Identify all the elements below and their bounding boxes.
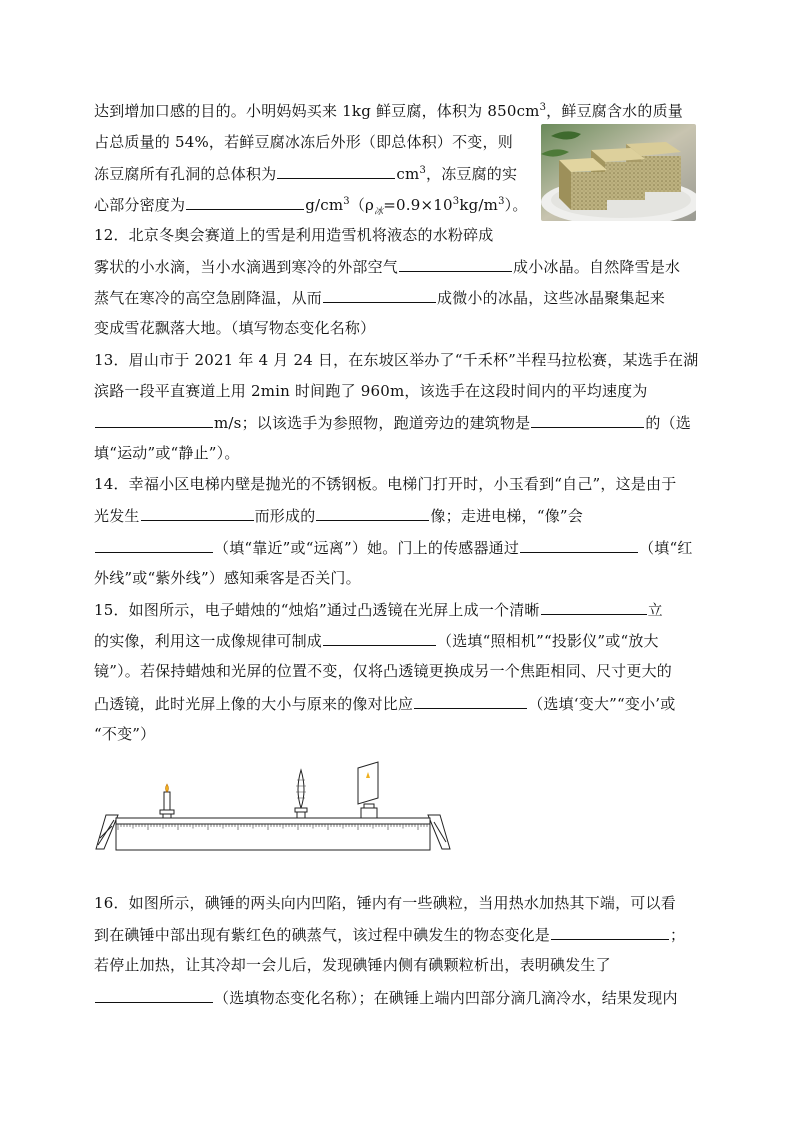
answer-blank[interactable] bbox=[323, 287, 436, 303]
text-line: 填“运动”或“静止”）。 bbox=[94, 444, 240, 462]
answer-blank[interactable] bbox=[186, 194, 304, 210]
answer-blank[interactable] bbox=[399, 256, 512, 272]
answer-blank[interactable] bbox=[95, 987, 213, 1003]
optical-bench-diagram bbox=[94, 760, 454, 855]
answer-blank[interactable] bbox=[316, 505, 429, 521]
question-13: 13．眉山市于 2021 年 4 月 24 日，在东坡区举办了“千禾杯”半程马拉松赛，某选手在湖 bbox=[94, 351, 699, 369]
convex-lens-icon bbox=[295, 770, 307, 818]
question-12: 12．北京冬奥会赛道上的雪是利用造雪机将液态的水粉碎成 bbox=[94, 226, 494, 244]
answer-blank[interactable] bbox=[541, 599, 647, 615]
text-line: 凸透镜，此时光屏上像的大小与原来的像对比应 （选填‘变大”“变小’或 bbox=[94, 695, 676, 713]
answer-blank[interactable] bbox=[323, 630, 436, 646]
text-line: （填“靠近”或“远离”）她。门上的传感器通过 （填“红 bbox=[94, 537, 693, 558]
answer-blank[interactable] bbox=[95, 412, 213, 428]
answer-blank[interactable] bbox=[141, 505, 254, 521]
answer-blank[interactable] bbox=[531, 412, 644, 428]
text-line: 心部分密度为 $g/cm^3(\rho_冰=0.9\times 10^3kg/m^3)$。 bbox=[94, 196, 528, 217]
text-line: 到在碘锤中部出现有紫红色的碘蒸气，该过程中碘发生的物态变化是 ； bbox=[94, 926, 686, 944]
answer-blank[interactable] bbox=[277, 163, 395, 179]
text-line: 蒸气在寒冷的高空急剧降温，从而 成微小的冰晶，这些冰晶聚集起来 bbox=[94, 289, 666, 307]
frozen-tofu-photo bbox=[541, 124, 696, 221]
answer-blank[interactable] bbox=[551, 924, 669, 940]
text-line: 滨路一段平直赛道上用 2min 时间跑了 960m，该选手在这段时间内的平均速度为 bbox=[94, 382, 648, 400]
text-line: 达到增加口感的目的。小明妈妈买来 1kg 鲜豆腐，体积为 $850cm^3$，鲜豆腐含水的质量 bbox=[94, 102, 683, 120]
text-line: m/s；以该选手为参照物，跑道旁边的建筑物是 的（选 bbox=[94, 412, 691, 433]
question-15: 15．如图所示，电子蜡烛的“烛焰”通过凸透镜在光屏上成一个清晰 立 bbox=[94, 601, 663, 619]
text-line: 若停止加热，让其冷却一会儿后，发现碘锤内侧有碘颗粒析出，表明碘发生了 bbox=[94, 956, 611, 974]
text-line: 光发生 而形成的 像；走进电梯，“像”会 bbox=[94, 507, 583, 525]
candle-icon bbox=[160, 784, 174, 818]
answer-blank[interactable] bbox=[95, 537, 213, 553]
question-16: 16．如图所示，碘锤的两头向内凹陷，锤内有一些碘粒，当用热水加热其下端，可以看 bbox=[94, 894, 676, 912]
question-14: 14．幸福小区电梯内壁是抛光的不锈钢板。电梯门打开时，小玉看到“自己”，这是由于 bbox=[94, 475, 677, 493]
text-line: 雾状的小水滴，当小水滴遇到寒冷的外部空气 成小冰晶。自然降雪是水 bbox=[94, 258, 681, 276]
text-line: “不变”） bbox=[94, 725, 156, 743]
text-line: 变成雪花飘落大地。（填写物态变化名称） bbox=[94, 319, 376, 337]
text-line: 的实像，利用这一成像规律可制成 （选填“照相机”“投影仪”或“放大 bbox=[94, 632, 659, 650]
text-line: 镜”）。若保持蜡烛和光屏的位置不变，仅将凸透镜更换成另一个焦距相同、尺寸更大的 bbox=[94, 662, 672, 680]
answer-blank[interactable] bbox=[414, 693, 527, 709]
light-screen-icon bbox=[358, 762, 378, 818]
text-line: 外线”或“紫外线”）感知乘客是否关门。 bbox=[94, 569, 361, 587]
text-line: 占总质量的 54%，若鲜豆腐冰冻后外形（即总体积）不变，则 bbox=[94, 133, 513, 151]
text-line: （选填物态变化名称）；在碘锤上端内凹部分滴几滴冷水，结果发现内 bbox=[94, 987, 678, 1008]
answer-blank[interactable] bbox=[520, 537, 638, 553]
text-line: 冻豆腐所有孔洞的总体积为 $cm^3$，冻豆腐的实 bbox=[94, 165, 518, 183]
